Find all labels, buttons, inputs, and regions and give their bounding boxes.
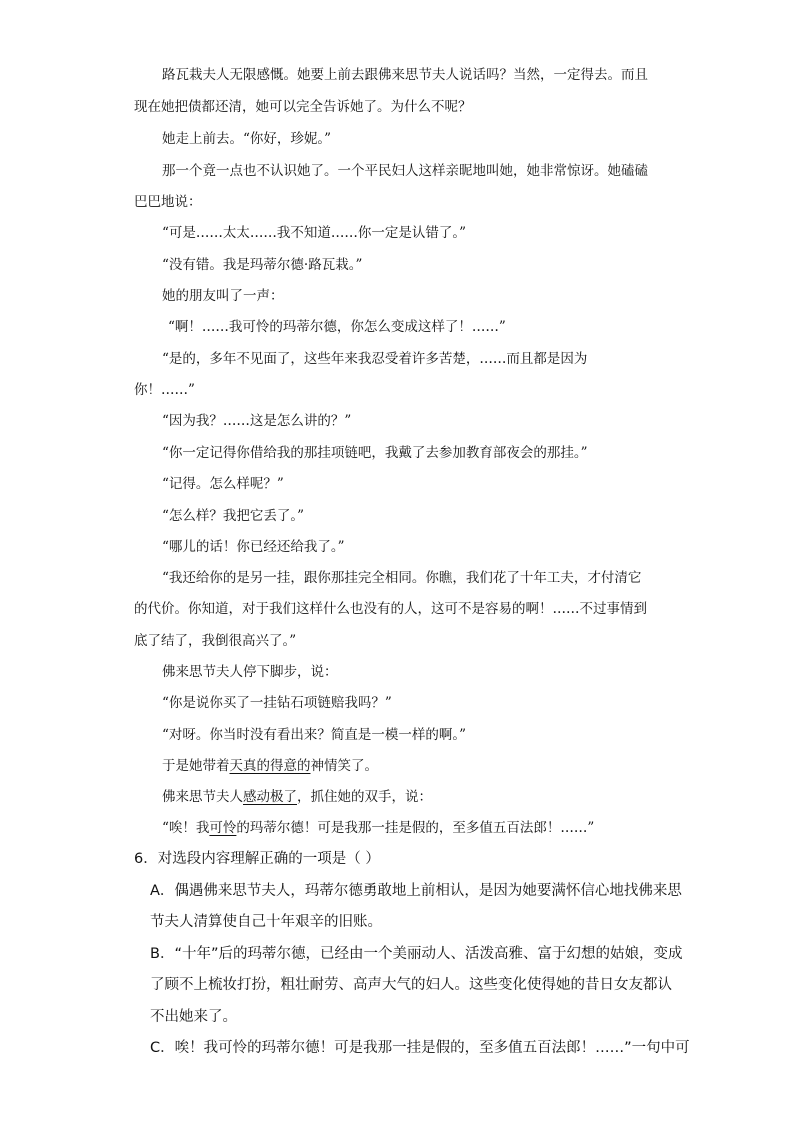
passage-line: 巴巴地说： [134, 194, 202, 210]
passage-line: 你！……” [134, 382, 195, 398]
passage-line: “怎么样？我把它丢了。” [162, 508, 305, 524]
passage-line: 那一个竟一点也不认识她了。一个平民妇人这样亲昵地叫她，她非常惊讶。她磕磕 [162, 163, 648, 179]
passage-line: 她的朋友叫了一声： [162, 288, 284, 304]
passage-line: “是的，多年不见面了，这些年来我忍受着许多苦楚，……而且都是因为 [162, 351, 588, 367]
passage-line: “你一定记得你借给我的那挂项链吧，我戴了去参加教育部夜会的那挂。” [162, 445, 588, 461]
passage-line-underlined [162, 819, 594, 837]
passage-line: “哪儿的话！你已经还给我了。” [162, 539, 345, 555]
text-segment: 的玛蒂尔德！可是我那一挂是假的，至多值五百法郎！……” [236, 820, 595, 836]
passage-line: 她走上前去。“你好，珍妮。” [162, 131, 332, 147]
question-option-line: C．唉！我可怜的玛蒂尔德！可是我那一挂是假的，至多值五百法郎！……”一句中可 [150, 1040, 690, 1056]
text-segment: 于是她带着 [162, 758, 230, 774]
passage-line: 底了结了，我倒很高兴了。” [134, 633, 297, 649]
underlined-phrase: 可怜 [209, 820, 237, 836]
question-option-line: A．偶遇佛来思节夫人，玛蒂尔德勇敢地上前相认，是因为她要满怀信心地找佛来思 [150, 883, 682, 899]
passage-line: 现在她把债都还清，她可以完全告诉她了。为什么不呢？ [134, 99, 472, 115]
question-stem: 6．对选段内容理解正确的一项是（ ） [134, 851, 380, 867]
passage-line-underlined [162, 788, 432, 806]
passage-line: “因为我？……这是怎么讲的？” [162, 413, 352, 429]
question-option-line: 节夫人清算使自己十年艰辛的旧账。 [150, 914, 382, 930]
question-option-line: B．“十年”后的玛蒂尔德，已经由一个美丽动人、活泼高雅、富于幻想的姑娘，变成 [150, 946, 683, 962]
passage-line: “对呀。你当时没有看出来？简直是一模一样的啊。” [162, 727, 467, 743]
underlined-phrase: 感动极了 [243, 789, 297, 805]
passage-line: “记得。怎么样呢？” [162, 476, 284, 492]
text-segment: ，抓住她的双手，说： [297, 789, 432, 805]
passage-line: “没有错。我是玛蒂尔德·路瓦栽。” [162, 257, 363, 273]
text-segment: 佛来思节夫人 [162, 789, 243, 805]
passage-line: 的代价。你知道，对于我们这样什么也没有的人，这可不是容易的啊！……不过事情到 [134, 601, 647, 617]
passage-line: “啊！……我可怜的玛蒂尔德，你怎么变成这样了！……” [168, 319, 506, 335]
passage-line: “你是说你买了一挂钻石项链赔我吗？” [162, 695, 392, 711]
text-segment: 神情笑了。 [310, 758, 378, 774]
passage-line: “可是……太太……我不知道……你一定是认错了。” [162, 225, 467, 241]
question-option-line: 不出她来了。 [150, 1009, 237, 1025]
question-option-line: 了顾不上梳妆打扮，粗壮耐劳、高声大气的妇人。这些变化使得她的昔日女友都认 [150, 977, 672, 993]
text-segment: “唉！我 [162, 820, 210, 836]
passage-line: 佛来思节夫人停下脚步，说： [162, 664, 338, 680]
passage-line: 路瓦栽夫人无限感慨。她要上前去跟佛来思节夫人说话吗？当然，一定得去。而且 [162, 67, 648, 83]
passage-line: “我还给你的是另一挂，跟你那挂完全相同。你瞧，我们花了十年工夫，才付清它 [162, 570, 642, 586]
passage-line-underlined [162, 757, 378, 775]
underlined-phrase: 天真的得意的 [229, 758, 311, 774]
